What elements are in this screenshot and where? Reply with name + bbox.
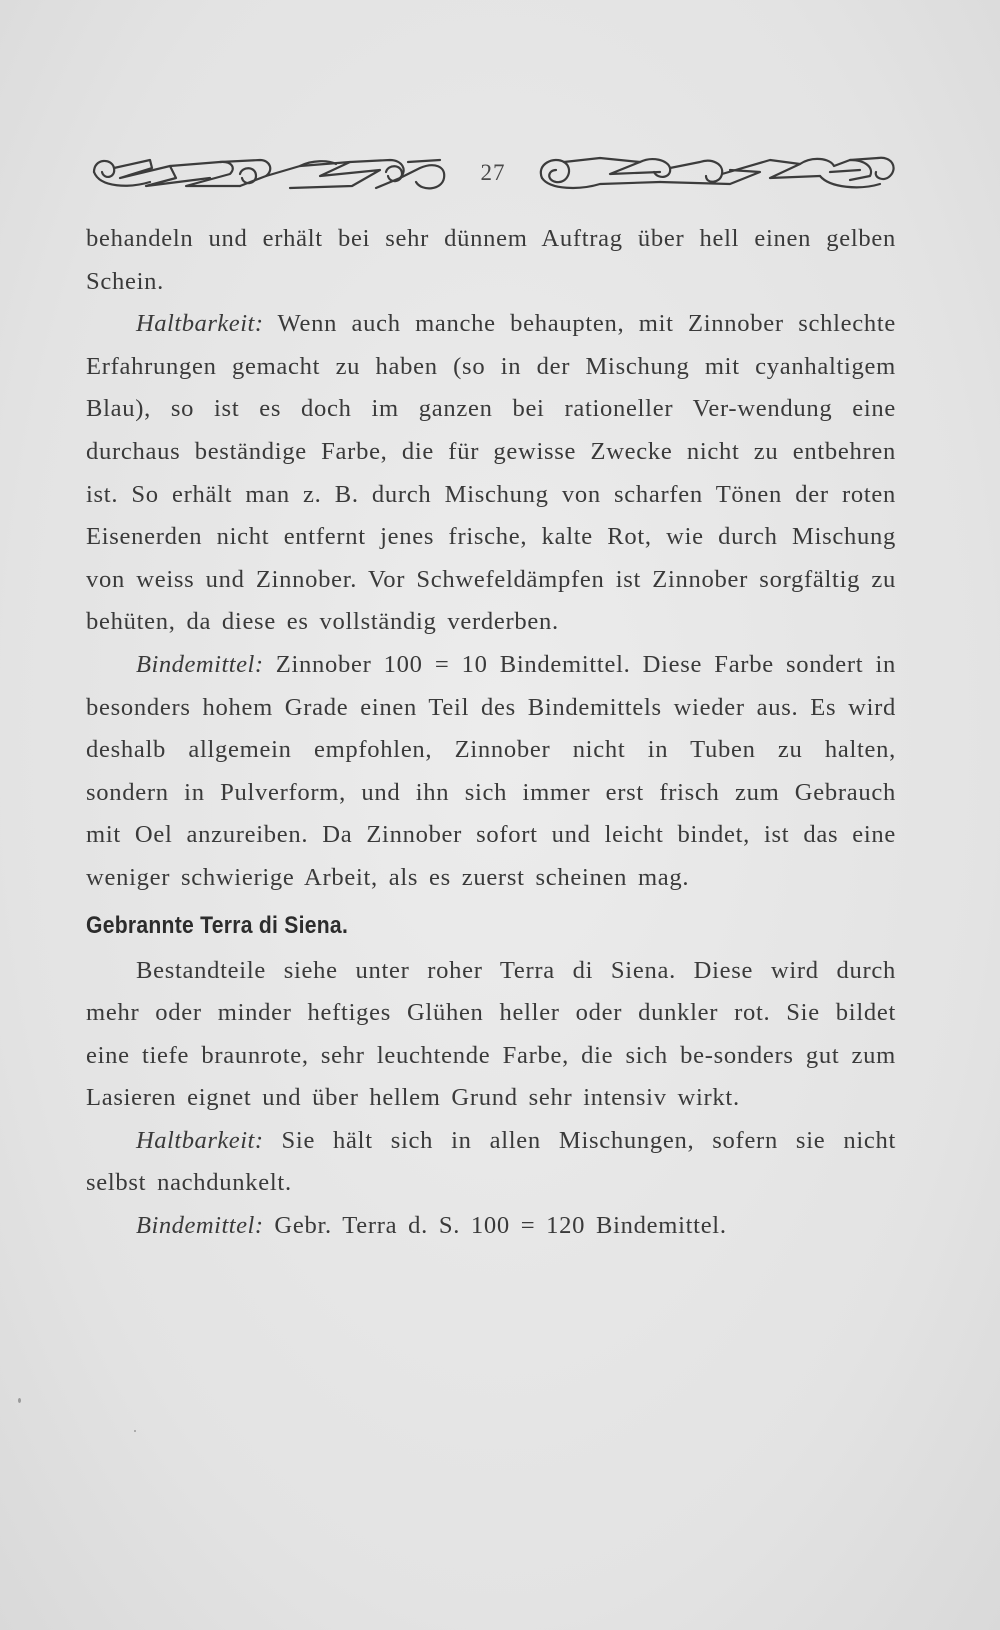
paragraph-text: Gebr. Terra d. S. 100 = 120 Bindemittel.: [263, 1212, 727, 1240]
paragraph-term: Haltbarkeit:: [136, 310, 264, 338]
paragraph-text: Bestandteile siehe unter roher Terra di Siena. Diese wird durch mehr oder minder heftiges Glühen heller oder dunkler rot. Sie bildet eine tiefe braunrote, sehr leuchtende Farbe, die sich be-sonders gut zum Lasieren eignet und über hellem Grund sehr intensiv wirkt.: [86, 956, 896, 1112]
paragraph-term: Haltbarkeit:: [136, 1126, 264, 1154]
page-number: 27: [480, 160, 506, 185]
paragraph-text: Wenn auch manche behaupten, mit Zinnober schlechte Erfahrungen gemacht zu haben (so in der Mischung mit cyanhaltigem Blau), so ist es doch im ganzen bei rationeller Ver-wendung eine durchaus beständige Farbe, die für gewisse Zwecke nicht zu entbehren ist. So erhält man z. B. durch Mischung von scharfen Tönen der roten Eisenerden nicht entfernt jenes frische, kalte Rot, wie durch Mischung von weiss und Zinnober. Vor Schwefeldämpfen ist Zinnober sorgfältig zu behüten, da diese es vollständig verderben.: [86, 310, 896, 636]
paragraph-term: Bindemittel:: [136, 1212, 264, 1240]
paragraph-text: Zinnober 100 = 10 Bindemittel. Diese Farbe sondert in besonders hohem Grade einen Teil des Bindemittels wieder aus. Es wird deshalb allgemein empfohlen, Zinnober nicht in Tuben zu halten, sondern in Pulverform, und ihn sich immer erst frisch zum Gebrauch mit Oel anzureiben. Da Zinnober sofort und leicht bindet, ist das eine weniger schwierige Arbeit, als es zuerst scheinen mag.: [86, 650, 896, 891]
paper-speck: [18, 1398, 21, 1403]
paragraph-bindemittel: [86, 1205, 896, 1248]
paragraph-haltbarkeit: [86, 1120, 896, 1205]
body-text: [86, 218, 896, 1248]
paragraph-haltbarkeit: [86, 303, 896, 644]
paragraph-bindemittel: [86, 644, 896, 900]
right-ornament-icon: [530, 148, 900, 196]
paragraph-bestandteile: [86, 950, 896, 1120]
left-ornament-icon: [90, 148, 450, 196]
section-heading: Gebrannte Terra di Siena.: [86, 911, 349, 939]
paragraph-term: Bindemittel:: [136, 650, 264, 678]
paragraph-text: behandeln und erhält bei sehr dünnem Auftrag über hell einen gelben Schein.: [86, 225, 896, 295]
paper-speck: [134, 1430, 136, 1432]
paragraph-continuation: [86, 218, 896, 303]
paragraph-text: Sie hält sich in allen Mischungen, sofern sie nicht selbst nachdunkelt.: [86, 1126, 896, 1197]
page-header: [90, 148, 900, 198]
